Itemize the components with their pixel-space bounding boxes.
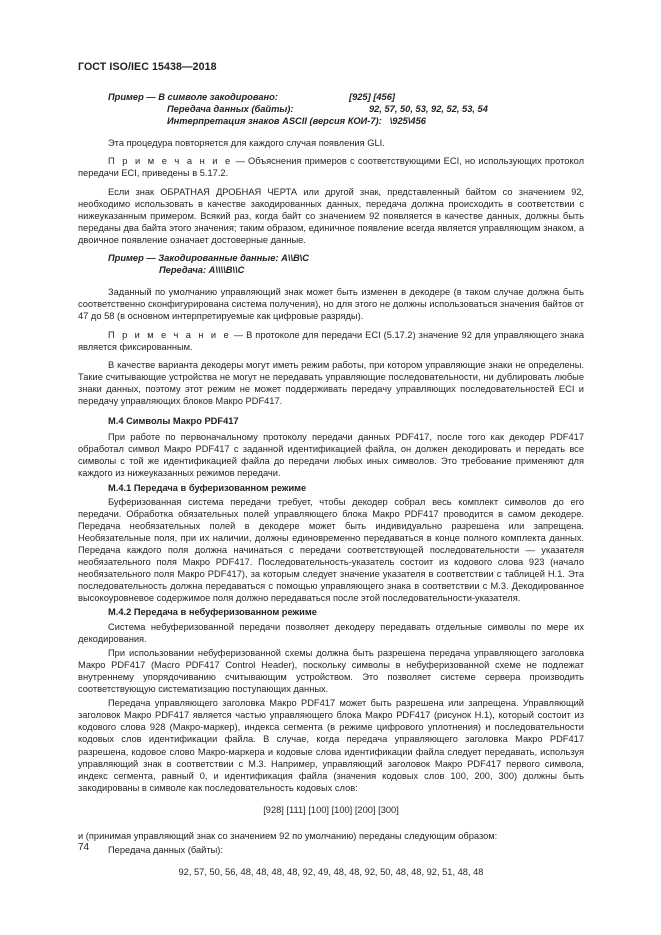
- codeword-sequence: [928] [111] [100] [100] [200] [300]: [263, 804, 399, 815]
- note-text: — Объяснения примеров с соответствующими ECI, но использующих протокол передачи ECI, приведены в 5.17.2.: [78, 156, 584, 179]
- example-1-value: 92, 57, 50, 53, 92, 52, 53, 54: [369, 104, 488, 115]
- note: [78, 329, 584, 353]
- page-number: 74: [78, 842, 90, 853]
- paragraph: Буферизованная система передачи требует, чтобы декодер собрал весь комплект символов до его передачи. Обработка обязательных полей управляющего блока Макро PDF417 проводится в самом декодере. Передача необязательных полей в декодере может быть индивидуально разрешена или запрещена. Необязательные поля, при их наличии, должны единовременно передаваться в конце полного комплекта данных. Передача каждого поля должна начинаться с передачи соответствующей последовательности — указателя необязательного поля Макро PDF417. Последовательность-указатель состоит из кодового слова 923 (начало необязательного поля Макро PDF417), за которым следует значение указателя в соответствии с таблицей Н.1. Эта последовательность должна передаваться с помощью управляющего знака в соответствии с М.3. Декодированное высокоуровневое содержимое поля должно передаваться после этой последовательности-указателя.: [78, 496, 584, 604]
- paragraph: и (принимая управляющий знак со значением 92 по умолчанию) переданы следующим образом:: [78, 830, 498, 841]
- example-2-line: Пример — Закодированные данные: A\\B\C: [108, 253, 309, 264]
- paragraph: При работе по первоначальному протоколу передачи данных PDF417, после того как декодер PDF417 обработал символ Макро PDF417 с заданной идентификацией файла, он должен декодировать и передать все символы с той же идентификацией файла до передачи любых иных символов. Это требование применяют для каждого из нижеуказанных режимов передачи.: [78, 432, 584, 479]
- example-1-label: Пример — В символе закодировано:: [108, 92, 278, 102]
- page-body: [78, 88, 584, 892]
- paragraph: Передача данных (байты):: [108, 845, 223, 856]
- example-1-label: Интерпретация знаков ASCII (версия КОИ-7):: [167, 116, 382, 127]
- example-1-label: Передача данных (байты):: [167, 104, 294, 115]
- document-header: ГОСТ ISO/IEC 15438—2018: [78, 61, 217, 73]
- example-1-value: \925\456: [389, 116, 426, 127]
- note-text: — В протоколе для передачи ECI (5.17.2) значение 92 для управляющего знака является фиксированным.: [78, 329, 585, 352]
- example-1-line: [108, 115, 584, 127]
- note: [78, 155, 584, 179]
- paragraph: Эта процедура повторяется для каждого случая появления GLI.: [108, 138, 385, 149]
- paragraph: В качестве варианта декодеры могут иметь режим работы, при котором управляющие знаки не определены. Такие считывающие устройства не могут не передавать управляющие последовательности, ни дублировать любые знаки данных, поэтому этот режим не может поддерживать передачу управляющих последовательностей ECI и передачу управляющих блоков Макро PDF417.: [78, 359, 584, 406]
- paragraph: При использовании небуферизованной схемы должна быть разрешена передача управляющего заголовка Макро PDF417 (Macro PDF417 Control Header), поскольку символы в небуферизованной схеме не подлежат внутреннему упорядочиванию считывающим устройством. Это позволяет системе сервера производить соответствующую систематизацию поступающих данных.: [78, 647, 584, 695]
- example-1-line: [108, 91, 584, 103]
- note-prefix: П р и м е ч а н и е: [108, 156, 233, 167]
- example-1: [108, 91, 584, 127]
- example-2-line: Передача: A\\\\B\\C: [159, 265, 245, 276]
- section-heading: М.4.1 Передача в буферизованном режиме: [108, 482, 307, 493]
- paragraph: Передача управляющего заголовка Макро PDF417 может быть разрешена или запрещена. Управляющий заголовок Макро PDF417 является частью управляющего блока Макро PDF417 (рисунок Н.1), который состоит из кодового слова 928 (Макро-маркер), индекса сегмента (в режиме цифрового уплотнения) и последовательности кодовых слов идентификации файла. В случае, когда передача управляющего заголовка Макро PDF417 разрешена, кодовое слово Макро-маркера и кодовые слова идентификации файла следует передавать, используя управляющий знак в соответствии с М.3. Например, управляющий заголовок Макро PDF417 первого символа, индекс сегмента, равный 0, и идентификация файла (значения кодовых слов 100, 200, 300) должны быть закодированы в символе как последовательность кодовых слов:: [78, 698, 584, 793]
- example-1-line: [108, 103, 584, 115]
- paragraph: Если знак ОБРАТНАЯ ДРОБНАЯ ЧЕРТА или другой знак, представленный байтом со значением 92, необходимо использовать в качестве закодированных данных, передача должна происходить в соответствии с нижеуказанным примером. Всякий раз, когда байт со значением 92 появляется в качестве данных, должны быть переданы два байта этого значения; таким образом, единичное появление всегда является управляющим знаком, а двоичное появление означает достоверные данные.: [78, 186, 584, 245]
- example-1-value: [925] [456]: [349, 92, 395, 102]
- note-prefix: П р и м е ч а н и е: [108, 329, 231, 340]
- example-2: [108, 252, 584, 276]
- section-heading: М.4.2 Передача в небуферизованном режиме: [108, 607, 317, 618]
- section-heading: М.4 Символы Макро PDF417: [108, 416, 239, 427]
- paragraph: Заданный по умолчанию управляющий знак может быть изменен в декодере (в таком случае должна быть соответственно сконфигурирована система получения), но для этого не должны использоваться значения байтов от 47 до 58 (в основном интерпретируемые как цифровые разряды).: [78, 287, 584, 322]
- byte-sequence: 92, 57, 50, 56, 48, 48, 48, 48, 92, 49, 48, 48, 92, 50, 48, 48, 92, 51, 48, 48: [178, 867, 484, 878]
- paragraph: Система небуферизованной передачи позволяет декодеру передавать отдельные символы по мере их декодирования.: [78, 621, 584, 644]
